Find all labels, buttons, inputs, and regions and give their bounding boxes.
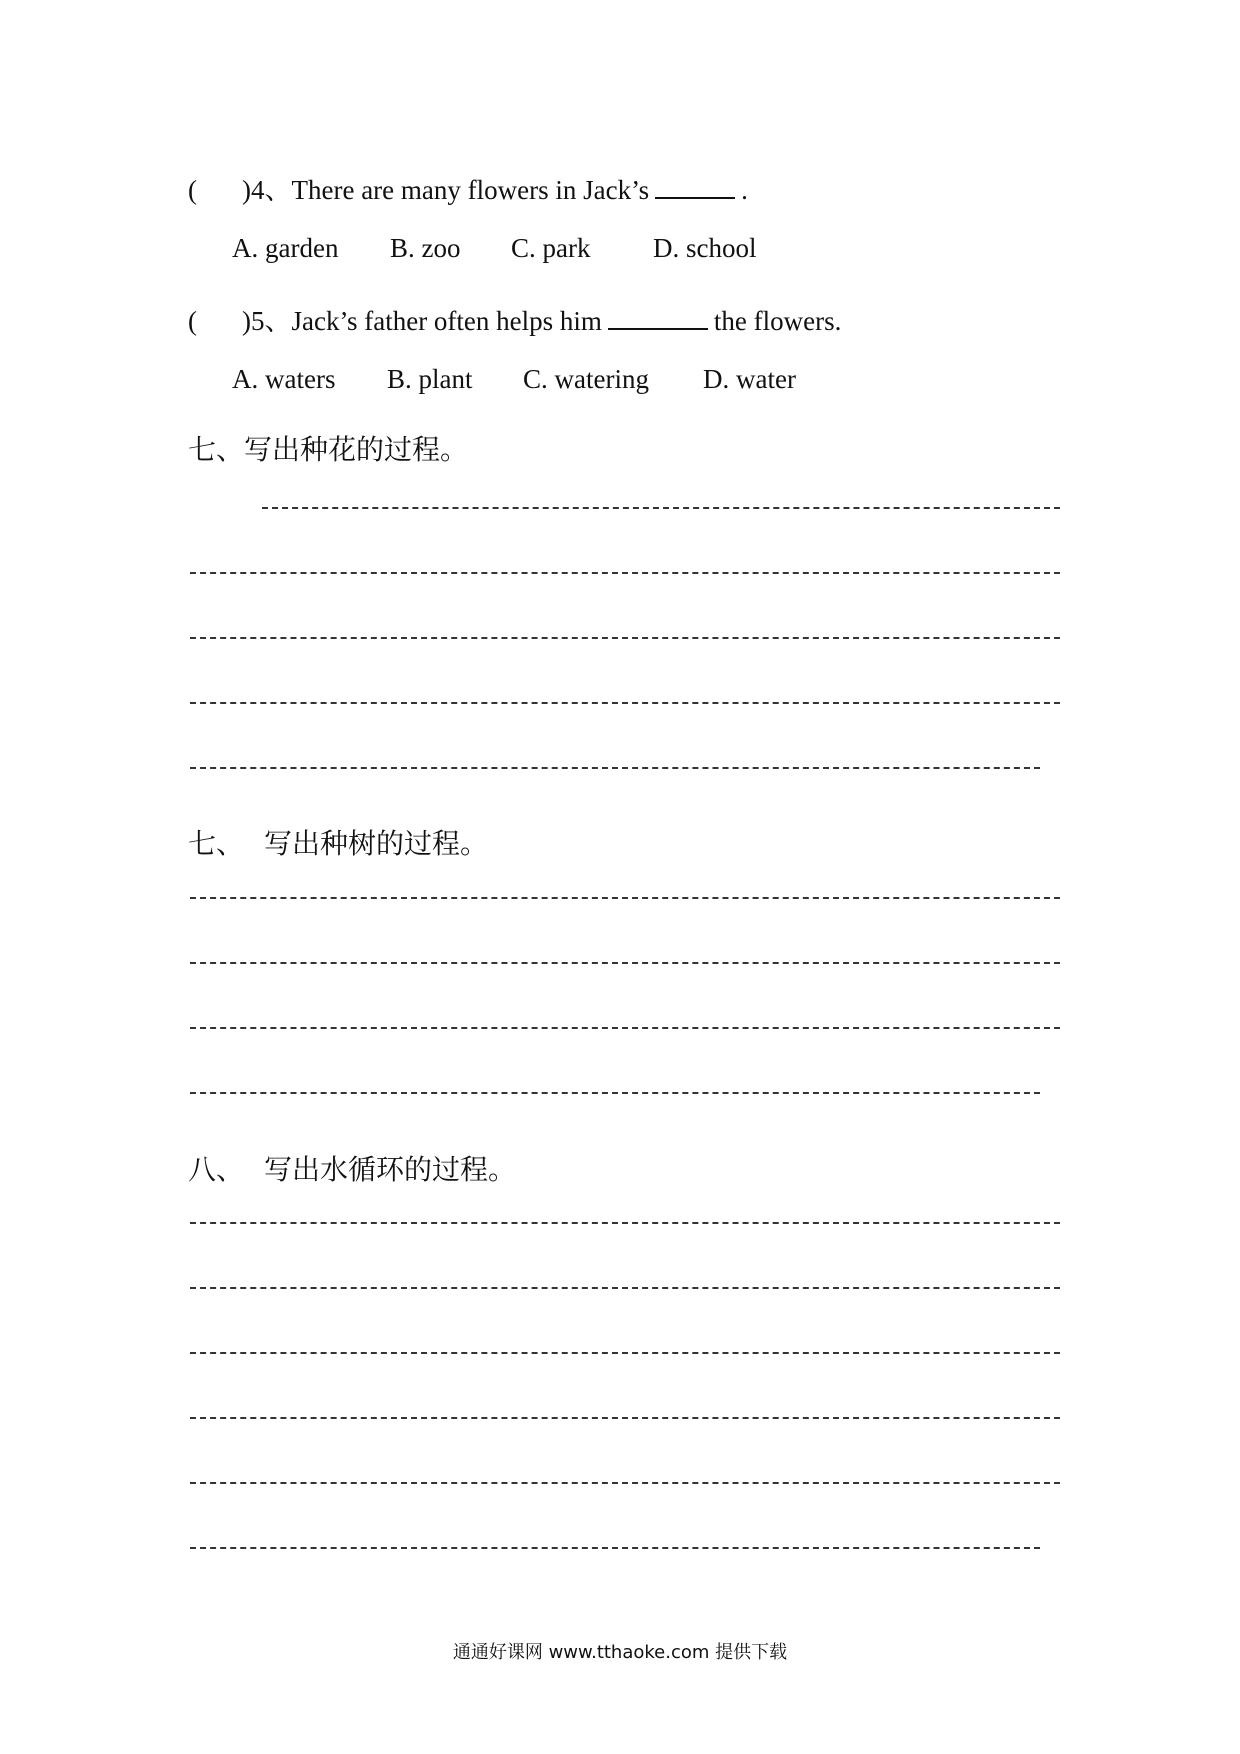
writing-line[interactable] xyxy=(262,507,1060,509)
option-b[interactable]: B. plant xyxy=(387,364,473,394)
section-title-flowers xyxy=(188,428,468,468)
option-d[interactable]: D. water xyxy=(703,364,796,394)
writing-line[interactable] xyxy=(190,1352,1060,1354)
section-title-trees xyxy=(188,822,488,862)
writing-line[interactable] xyxy=(190,702,1060,704)
question-4-options xyxy=(232,233,757,264)
section-title: 写出水循环的过程。 xyxy=(264,1153,517,1186)
question-text: There are many flowers in Jack’s xyxy=(291,175,650,205)
question-5-options xyxy=(232,364,796,395)
writing-line[interactable] xyxy=(190,1417,1060,1419)
writing-line[interactable] xyxy=(190,767,1040,769)
writing-line[interactable] xyxy=(190,1222,1060,1224)
question-text-end: . xyxy=(741,175,748,205)
option-c[interactable]: C. watering xyxy=(523,364,649,394)
answer-paren-open: ( xyxy=(188,306,197,336)
section-title-water-cycle xyxy=(188,1148,516,1188)
answer-blank[interactable] xyxy=(608,306,708,330)
answer-paren-open: ( xyxy=(188,175,197,205)
writing-line[interactable] xyxy=(190,897,1060,899)
writing-line[interactable] xyxy=(190,962,1060,964)
option-a[interactable]: A. waters xyxy=(232,364,336,394)
option-d[interactable]: D. school xyxy=(653,233,757,263)
option-b[interactable]: B. zoo xyxy=(390,233,461,263)
writing-line[interactable] xyxy=(190,1482,1060,1484)
section-title: 写出种花的过程。 xyxy=(244,433,469,466)
question-5 xyxy=(188,299,841,338)
question-text-end: the flowers. xyxy=(713,306,842,336)
writing-line[interactable] xyxy=(190,1092,1040,1094)
section-number: 七、 xyxy=(188,433,245,466)
question-text: Jack’s father often helps him xyxy=(291,306,602,336)
question-number: )5、 xyxy=(242,306,292,336)
answer-blank[interactable] xyxy=(655,175,735,199)
writing-line[interactable] xyxy=(190,1287,1060,1289)
section-title: 写出种树的过程。 xyxy=(264,827,489,860)
writing-line[interactable] xyxy=(190,1547,1040,1549)
writing-line[interactable] xyxy=(190,572,1060,574)
question-4 xyxy=(188,168,748,207)
question-number: )4、 xyxy=(242,175,292,205)
writing-line[interactable] xyxy=(190,1027,1060,1029)
page-footer: 通通好课网 www.tthaoke.com 提供下载 xyxy=(452,1642,788,1663)
option-a[interactable]: A. garden xyxy=(232,233,339,263)
option-c[interactable]: C. park xyxy=(511,233,591,263)
section-number: 八、 xyxy=(188,1153,245,1186)
section-number: 七、 xyxy=(188,827,245,860)
writing-line[interactable] xyxy=(190,637,1060,639)
